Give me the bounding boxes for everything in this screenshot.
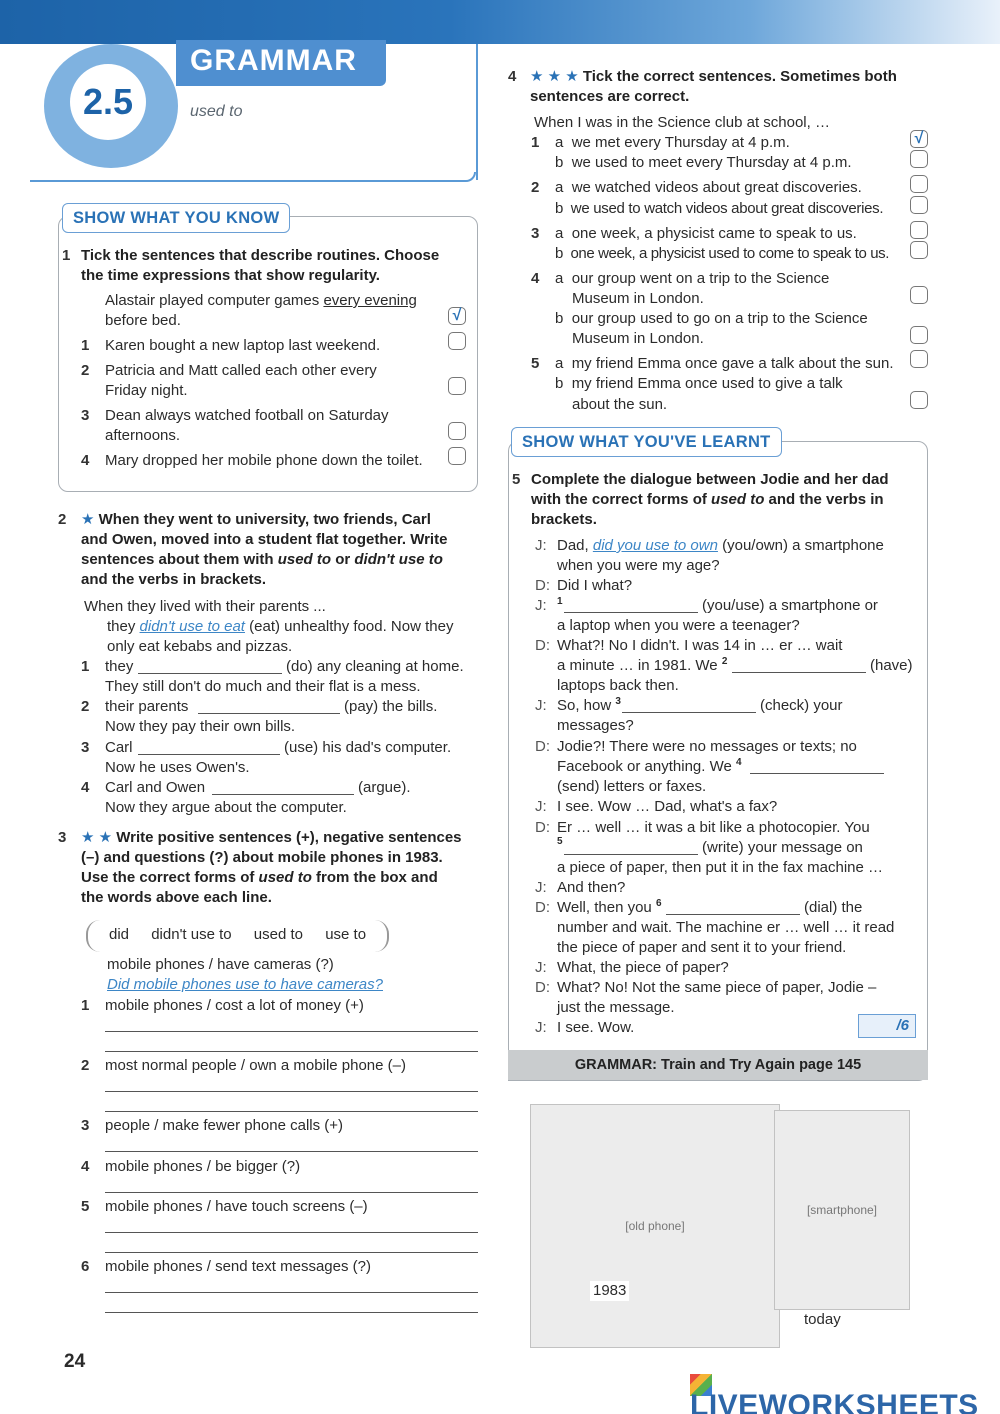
ex2-item: They still don't do much and their flat is a mess. [105,678,421,695]
ex2-instruction: ★ When they went to university, two friends, Carl [81,511,431,528]
image-caption-today: today [804,1311,841,1328]
ex2-example: they didn't use to eat (eat) unhealthy food. Now they [107,618,454,635]
ex2-instruction: and Owen, moved into a student flat together. Write [81,531,448,548]
item-number: 3 [81,1117,90,1134]
checkbox[interactable] [910,350,928,368]
speaker-label: J: [535,1019,547,1036]
ex2-intro: When they lived with their parents ... [84,598,326,615]
ex2-instruction: and the verbs in brackets. [81,571,267,588]
ex3-instruction: ★ ★ Write positive sentences (+), negative sentences [81,829,462,846]
exercise-number: 4 [508,68,517,85]
ex3-instruction: (–) and questions (?) about mobile phones in 1983. [81,849,443,866]
item-number: 2 [81,1057,90,1074]
dialogue-line: And then? [557,879,626,896]
page-number: 24 [64,1351,86,1372]
ex4-option-b: about the sun. [572,396,668,413]
answer-blank[interactable] [212,794,354,795]
word-option: didn't use to [151,926,232,943]
ex4-option-b: Museum in London. [572,330,704,347]
dialogue-line: when you were my age? [557,557,720,574]
word-box [86,920,389,952]
section-tab-know: SHOW WHAT YOU KNOW [62,203,290,233]
ex1-instruction: the time expressions that show regularity. [81,267,380,284]
dialogue-line: (have) [870,657,913,674]
word-option: did [109,926,130,943]
ex1-item: Patricia and Matt called each other every [105,362,377,379]
gap-number: 5 [557,836,563,847]
dialogue-line: messages? [557,717,634,734]
gap-number: 1 [557,596,563,607]
checkbox[interactable] [910,221,928,239]
dialogue-line: number and wait. The machine er … well … it read [557,919,895,936]
item-number: 2 [531,179,540,196]
speaker-label: J: [535,597,547,614]
ex1-item: Karen bought a new laptop last weekend. [105,337,381,354]
answer-line[interactable] [105,1232,478,1233]
ex4-option-a: Museum in London. [572,290,704,307]
item-number: 4 [81,779,90,796]
item-number: 2 [81,362,90,379]
speaker-label: D: [535,738,550,755]
answer-line[interactable] [105,1292,478,1293]
checkbox-ticked[interactable]: √ [910,130,928,148]
dialogue-line: (check) your [760,697,843,714]
ex3-item: most normal people / own a mobile phone (–) [105,1057,406,1074]
checkbox[interactable] [910,175,928,193]
ex2-instruction: sentences about them with used to or didn't use to [81,551,443,568]
answer-blank[interactable] [198,713,340,714]
answer-line[interactable] [105,1151,478,1152]
speaker-label: J: [535,879,547,896]
train-try-again-banner: GRAMMAR: Train and Try Again page 145 [508,1050,928,1080]
ex5-instruction: Complete the dialogue between Jodie and her dad [531,471,889,488]
ex4-option-a: a our group went on a trip to the Science [555,270,830,287]
ex2-item: (pay) the bills. [344,698,438,715]
ex1-item: Dean always watched football on Saturday [105,407,389,424]
dialogue-line: Dad, did you use to own (you/own) a smartphone [557,537,884,554]
ex3-item: mobile phones / send text messages (?) [105,1258,371,1275]
ex1-item: afternoons. [105,427,181,444]
dialogue-line: Er … well … it was a bit like a photocopier. You [557,819,870,836]
item-number: 1 [81,997,90,1014]
score-box: /6 [858,1014,916,1038]
ex4-option-b: b one week, a physicist used to come to speak to us. [555,245,890,262]
section-tab-learnt: SHOW WHAT YOU'VE LEARNT [511,427,782,457]
speaker-label: D: [535,979,550,996]
ex3-example-prompt: mobile phones / have cameras (?) [107,956,334,973]
answer-blank[interactable] [138,673,282,674]
dialogue-line: (dial) the [804,899,863,916]
checkbox[interactable] [910,241,928,259]
checkbox[interactable] [910,150,928,168]
item-number: 3 [81,407,90,424]
smartphone-image: [smartphone] [774,1110,910,1310]
item-number: 2 [81,698,90,715]
item-number: 4 [81,1158,90,1175]
dialogue-line: What?! No I didn't. I was 14 in … er … wait [557,637,843,654]
ex4-option-b: b our group used to go on a trip to the Science [555,310,868,327]
ex2-item: Now they pay their own bills. [105,718,296,735]
answer-blank[interactable] [138,754,280,755]
item-number: 1 [81,337,90,354]
exercise-number: 3 [58,829,67,846]
ex4-option-a: a we watched videos about great discoveries. [555,179,862,196]
ex1-instruction: Tick the sentences that describe routines. Choose [81,247,440,264]
item-number: 4 [81,452,90,469]
item-number: 5 [531,355,540,372]
checkbox[interactable] [910,391,928,409]
ex1-item: Mary dropped her mobile phone down the toilet. [105,452,423,469]
dialogue-line: I see. Wow. [557,1019,635,1036]
dialogue-line: Facebook or anything. We $^4$ [557,757,742,775]
dialogue-line: a laptop when you were a teenager? [557,617,800,634]
answer-line[interactable] [105,1051,478,1052]
ex3-instruction: Use the correct forms of used to from the box and [81,869,438,886]
item-number: 6 [81,1258,90,1275]
checkbox[interactable] [448,447,466,465]
ex2-item: Now he uses Owen's. [105,759,250,776]
page-title: GRAMMAR [176,40,386,86]
answer-line[interactable] [105,1252,478,1253]
ex4-option-a: a my friend Emma once gave a talk about the sun. [555,355,894,372]
answer-line[interactable] [105,1111,478,1112]
dialogue-line: (you/use) a smartphone or [702,597,878,614]
checkbox[interactable] [910,286,928,304]
speaker-label: J: [535,798,547,815]
header-divider [476,44,478,180]
ex4-instruction: sentences are correct. [530,88,690,105]
item-number: 3 [81,739,90,756]
ex1-example: Alastair played computer games every evening [105,292,417,309]
ex4-instruction: ★ ★ ★ Tick the correct sentences. Sometimes both [530,68,897,85]
answer-blank[interactable] [732,672,866,673]
dialogue-line: Did I what? [557,577,633,594]
header-underline [30,172,476,182]
exercise-number: 2 [58,511,67,528]
answer-blank[interactable] [564,854,698,855]
checkbox[interactable] [448,332,466,350]
exercise-number: 1 [62,247,71,264]
checkbox[interactable] [448,377,466,395]
ex3-example-answer: Did mobile phones use to have cameras? [107,976,383,993]
item-number: 5 [81,1198,90,1215]
dialogue-line: I see. Wow … Dad, what's a fax? [557,798,778,815]
ex2-item: they [105,658,134,675]
ex2-item: Now they argue about the computer. [105,799,347,816]
ex5-instruction: brackets. [531,511,597,528]
answer-line[interactable] [105,1312,478,1313]
ex2-example: only eat kebabs and pizzas. [107,638,293,655]
ex3-instruction: the words above each line. [81,889,272,906]
ex3-item: mobile phones / cost a lot of money (+) [105,997,364,1014]
ex3-item: people / make fewer phone calls (+) [105,1117,344,1134]
checkbox-ticked[interactable]: √ [448,307,466,325]
dialogue-line: the piece of paper and sent it to your friend. [557,939,847,956]
ex4-option-a: a we met every Thursday at 4 p.m. [555,134,790,151]
answer-blank[interactable] [622,712,756,713]
ex2-item: their parents [105,698,189,715]
dialogue-line: a minute … in 1981. We $^2$ [557,656,728,674]
dialogue-line: So, how $^3$ [557,696,621,714]
dialogue-line: (send) letters or faxes. [557,778,707,795]
dialogue-line: Jodie?! There were no messages or texts; no [557,738,857,755]
liveworksheets-logo[interactable]: LIVEWORKSHEETS [690,1374,1000,1414]
ex1-example: before bed. [105,312,181,329]
item-number: 1 [531,134,540,151]
word-option: use to [325,926,367,943]
speaker-label: D: [535,577,550,594]
speaker-label: D: [535,637,550,654]
answer-line[interactable] [105,1192,478,1193]
ex3-item: mobile phones / have touch screens (–) [105,1198,368,1215]
ex5-instruction: with the correct forms of used to and the verbs in [531,491,884,508]
dialogue-line: Well, then you $^6$ [557,898,662,916]
old-mobile-phone-image: [old phone] [530,1104,780,1348]
answer-blank[interactable] [750,773,884,774]
checkbox[interactable] [910,326,928,344]
dialogue-line: just the message. [557,999,675,1016]
checkbox[interactable] [448,422,466,440]
speaker-label: D: [535,819,550,836]
ex2-item: (argue). [358,779,411,796]
answer-blank[interactable] [564,612,698,613]
ex4-option-b: b we used to meet every Thursday at 4 p.m. [555,154,852,171]
dialogue-line: What, the piece of paper? [557,959,729,976]
ex2-item: Carl and Owen [105,779,206,796]
answer-line[interactable] [105,1031,478,1032]
unit-number: 2.5 [70,64,146,140]
speaker-label: D: [535,899,550,916]
speaker-label: J: [535,537,547,554]
answer-line[interactable] [105,1091,478,1092]
speaker-label: J: [535,697,547,714]
image-caption-1983: 1983 [590,1281,629,1301]
ex4-intro: When I was in the Science club at school, … [534,114,830,131]
ex4-option-b: b my friend Emma once used to give a talk [555,375,843,392]
ex2-item: (do) any cleaning at home. [286,658,464,675]
item-number: 3 [531,225,540,242]
ex2-item: Carl [105,739,133,756]
answer-blank[interactable] [666,914,800,915]
ex3-item: mobile phones / be bigger (?) [105,1158,301,1175]
dialogue-line: laptops back then. [557,677,679,694]
ex4-option-b: b we used to watch videos about great discoveries. [555,200,884,217]
dialogue-line: (write) your message on [702,839,863,856]
word-option: used to [253,926,304,943]
ex2-item: (use) his dad's computer. [284,739,452,756]
dialogue-line: a piece of paper, then put it in the fax machine … [557,859,884,876]
exercise-number: 5 [512,471,521,488]
top-banner [0,0,1000,44]
dialogue-line: What? No! Not the same piece of paper, Jodie – [557,979,877,996]
page-subtitle: used to [190,103,243,120]
item-number: 4 [531,270,540,287]
speaker-label: J: [535,959,547,976]
ex1-item: Friday night. [105,382,188,399]
ex4-option-a: a one week, a physicist came to speak to us. [555,225,857,242]
item-number: 1 [81,658,90,675]
checkbox[interactable] [910,196,928,214]
